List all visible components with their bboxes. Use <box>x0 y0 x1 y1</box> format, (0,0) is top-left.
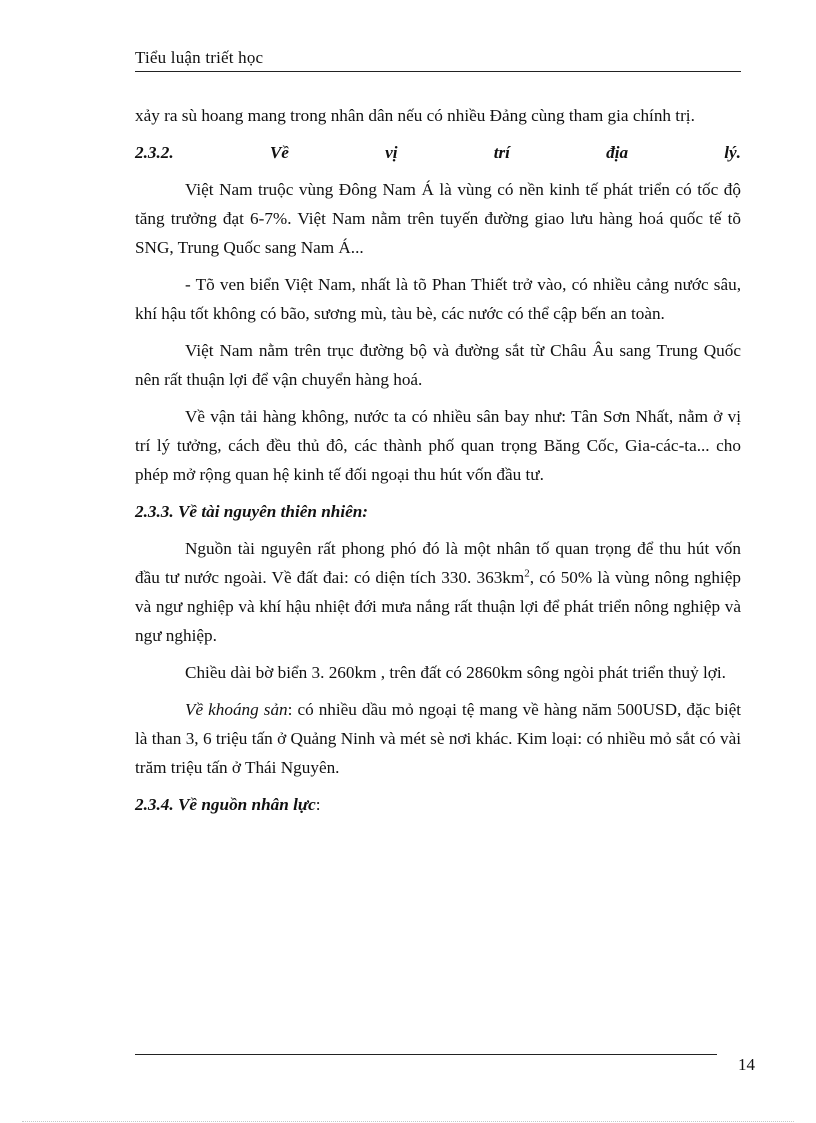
text-run: , có 50% là vùng nông nghiệp và ngư nghiệp và khí hậu nhiệt đới mưa nắng rất thuận lợi để phát triển nông nghiệp và ngư nghiệp. <box>135 568 741 645</box>
heading-word: vị <box>385 143 398 162</box>
header-rule <box>135 71 741 72</box>
section-heading-2-3-4 <box>135 790 741 819</box>
heading-word: lý. <box>724 143 741 162</box>
footer-rule <box>135 1054 717 1055</box>
section-heading-2-3-2 <box>135 138 741 167</box>
paragraph-minerals <box>135 695 741 782</box>
text-run: Nguồn tài nguyên rất phong phó đó là một nhân tố quan trọng để thu hút vốn đầu tư nước ngoài. Về đất đai: có diện tích 330. 363km <box>135 539 741 587</box>
paragraph-road-rail: Việt Nam nằm trên trục đường bộ và đường sắt từ Châu Âu sang Trung Quốc nên rất thuận lợi để vận chuyển hàng hoá. <box>135 341 741 389</box>
heading-number: 2.3.2. <box>135 143 174 162</box>
page-number: 14 <box>738 1055 755 1074</box>
running-header-title: Tiểu luận triết học <box>135 48 264 67</box>
paragraph-natural-resources <box>135 534 741 650</box>
paragraph-continuation: xảy ra sù hoang mang trong nhân dân nếu có nhiều Đảng cùng tham gia chính trị. <box>135 106 695 125</box>
section-heading-2-3-3: 2.3.3. Về tài nguyên thiên nhiên: <box>135 502 369 521</box>
superscript: 2 <box>524 567 530 580</box>
paragraph-geography-intro: Việt Nam truộc vùng Đông Nam Á là vùng có nền kinh tế phát triển có tốc độ tăng trưởng đạt 6-7%. Việt Nam nằm trên tuyến đường giao lưu hàng hoá quốc tế tõ SNG, Trung Quốc sang Nam Á... <box>135 180 741 257</box>
heading-text: 2.3.4. Về nguồn nhân lực <box>135 795 316 814</box>
text-run: : có nhiều dầu mỏ ngoại tệ mang về hàng năm 500USD, đặc biệt là than 3, 6 triệu tấn ở Quảng Ninh và mét sè nơi khác. Kim loại: có nhiều mỏ sắt có vài trăm triệu tấn ở Thái Nguyên. <box>135 700 741 777</box>
page-edge-dotted-line <box>22 1121 794 1122</box>
heading-word: địa <box>606 143 629 162</box>
paragraph-coastline: Chiều dài bờ biển 3. 260km , trên đất có 2860km sông ngòi phát triển thuỷ lợi. <box>185 663 726 682</box>
body-text <box>135 101 741 819</box>
heading-word: Về <box>269 143 289 162</box>
heading-word: trí <box>493 143 510 162</box>
paragraph-air-transport: Về vận tải hàng không, nước ta có nhiều sân bay như: Tân Sơn Nhất, nằm ở vị trí lý tưởng, cách đều thủ đô, các thành phố quan trọng Băng Cốc, Gia-các-ta... cho phép mở rộng quan hệ kinh tế đối ngoại thu hút vốn đầu tư. <box>135 407 741 484</box>
heading-colon: : <box>315 795 321 814</box>
italic-lead-in: Về khoáng sản <box>185 700 288 719</box>
paragraph-coast: - Tõ ven biển Việt Nam, nhất là tõ Phan Thiết trở vào, có nhiều cảng nước sâu, khí hậu tốt không có bão, sương mù, tàu bè, các nước có thể cập bến an toàn. <box>135 275 741 323</box>
